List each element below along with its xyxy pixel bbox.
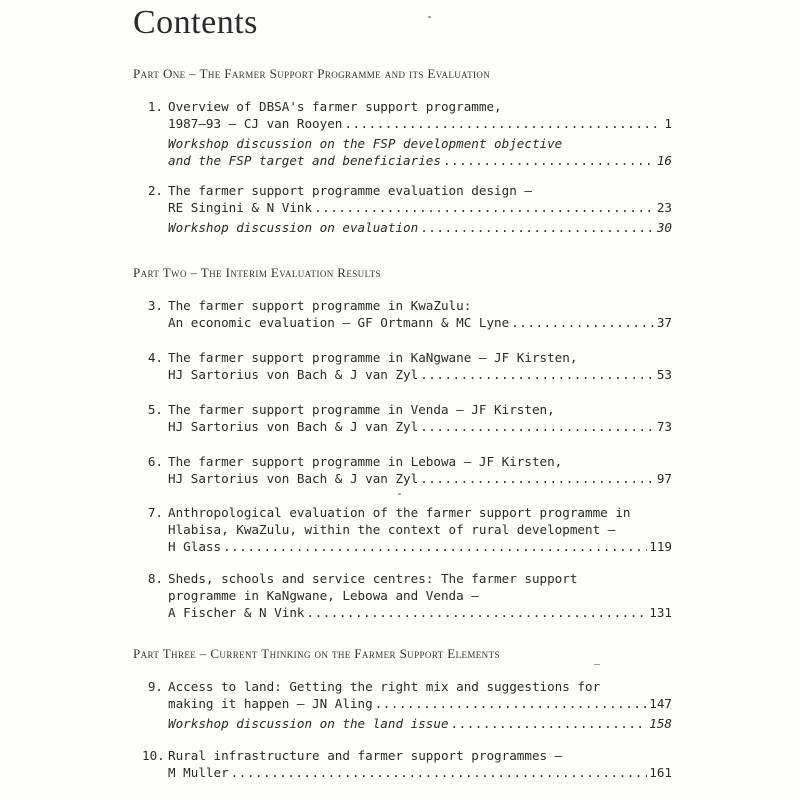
workshop-entry-1[interactable] [142, 135, 672, 169]
entry-page-number: 53 [656, 367, 672, 382]
dot-leader [511, 314, 655, 331]
scan-speck [594, 664, 600, 665]
toc-entry-6[interactable] [142, 453, 672, 487]
toc-entry-4[interactable] [142, 349, 672, 383]
workshop-line: Workshop discussion on the land issue [168, 716, 449, 731]
entry-title-line: The farmer support programme in Venda – JF Kirsten, [168, 402, 555, 417]
entry-number: 8. [147, 571, 163, 586]
workshop-page-number: 158 [649, 716, 672, 731]
entry-title-line: 1987–93 – CJ van Rooyen [168, 116, 343, 131]
entry-number: 9. [147, 679, 163, 694]
entry-number: 5. [147, 402, 163, 417]
entry-title-line: Anthropological evaluation of the farmer support programme in [168, 505, 631, 520]
workshop-entry-2[interactable] [142, 219, 672, 236]
entry-title-line: The farmer support programme in KaNgwane – JF Kirsten, [168, 350, 578, 365]
dot-leader [420, 366, 655, 383]
dot-leader [375, 695, 648, 712]
workshop-page-number: 30 [656, 220, 672, 235]
entry-page-number: 1 [664, 116, 672, 131]
entry-title-line: A Fischer & N Vink [168, 605, 305, 620]
entry-title-line: programme in KaNgwane, Lebowa and Venda – [168, 588, 479, 603]
entry-title-line: Hlabisa, KwaZulu, within the context of rural development – [168, 522, 616, 537]
workshop-line: Workshop discussion on evaluation [168, 220, 419, 235]
toc-entry-9[interactable] [142, 678, 672, 732]
part-heading-one: Part One – The Farmer Support Programme and its Evaluation [133, 66, 491, 81]
dot-leader [306, 604, 647, 621]
dot-leader [451, 715, 648, 732]
entry-number: 10. [142, 748, 165, 763]
dot-leader [231, 764, 648, 781]
dot-leader [420, 470, 655, 487]
entry-title-line: The farmer support programme evaluation design – [168, 183, 532, 198]
entry-page-number: 37 [656, 315, 672, 330]
entry-number: 7. [147, 505, 163, 520]
entry-title-line: HJ Sartorius von Bach & J van Zyl [168, 471, 419, 486]
entry-number: 3. [147, 298, 163, 313]
toc-entry-3[interactable] [142, 297, 672, 331]
toc-entry-7[interactable] [142, 504, 672, 555]
part-heading-two: Part Two – The Interim Evaluation Results [133, 265, 381, 280]
entry-page-number: 147 [649, 696, 672, 711]
entry-title-line: HJ Sartorius von Bach & J van Zyl [168, 419, 419, 434]
entry-page-number: 131 [649, 605, 672, 620]
workshop-page-number: 16 [656, 153, 672, 168]
part-heading-three: Part Three – Current Thinking on the Farmer Support Elements [133, 646, 500, 661]
dot-leader [443, 152, 655, 169]
entry-number: 1. [147, 99, 163, 114]
entry-title-line: RE Singini & N Vink [168, 200, 313, 215]
toc-entry-2[interactable] [142, 182, 672, 236]
page-title: Contents [133, 4, 258, 41]
entry-title-line: H Glass [168, 539, 222, 554]
scan-speck [428, 16, 431, 18]
entry-title-line: The farmer support programme in KwaZulu: [168, 298, 472, 313]
entry-number: 6. [147, 454, 163, 469]
dot-leader [420, 418, 655, 435]
entry-number: 4. [147, 350, 163, 365]
entry-page-number: 119 [649, 539, 672, 554]
dot-leader [314, 199, 655, 216]
entry-page-number: 97 [656, 471, 672, 486]
entry-page-number: 73 [656, 419, 672, 434]
entry-title-line: Overview of DBSA's farmer support programme, [168, 99, 502, 114]
entry-number: 2. [147, 183, 163, 198]
dot-leader [420, 219, 655, 236]
entry-title-line: M Muller [168, 765, 229, 780]
entry-title-line: making it happen – JN Aling [168, 696, 373, 711]
workshop-line: and the FSP target and beneficiaries [168, 153, 441, 168]
toc-entry-5[interactable] [142, 401, 672, 435]
entry-page-number: 23 [656, 200, 672, 215]
toc-entry-8[interactable] [142, 570, 672, 621]
toc-entry-1[interactable] [142, 98, 672, 169]
entry-title-line: Rural infrastructure and farmer support programmes – [168, 748, 563, 763]
entry-title-line: HJ Sartorius von Bach & J van Zyl [168, 367, 419, 382]
entry-title-line: Sheds, schools and service centres: The farmer support [168, 571, 578, 586]
entry-title-line: The farmer support programme in Lebowa – JF Kirsten, [168, 454, 563, 469]
workshop-entry-9[interactable] [142, 715, 672, 732]
toc-entry-10[interactable] [142, 747, 672, 781]
entry-title-line: Access to land: Getting the right mix and suggestions for [168, 679, 601, 694]
entry-page-number: 161 [649, 765, 672, 780]
dot-leader [344, 115, 662, 132]
workshop-line: Workshop discussion on the FSP development objective [168, 136, 563, 151]
dot-leader [223, 538, 647, 555]
scan-speck [398, 493, 401, 495]
entry-title-line: An economic evaluation – GF Ortmann & MC Lyne [168, 315, 510, 330]
